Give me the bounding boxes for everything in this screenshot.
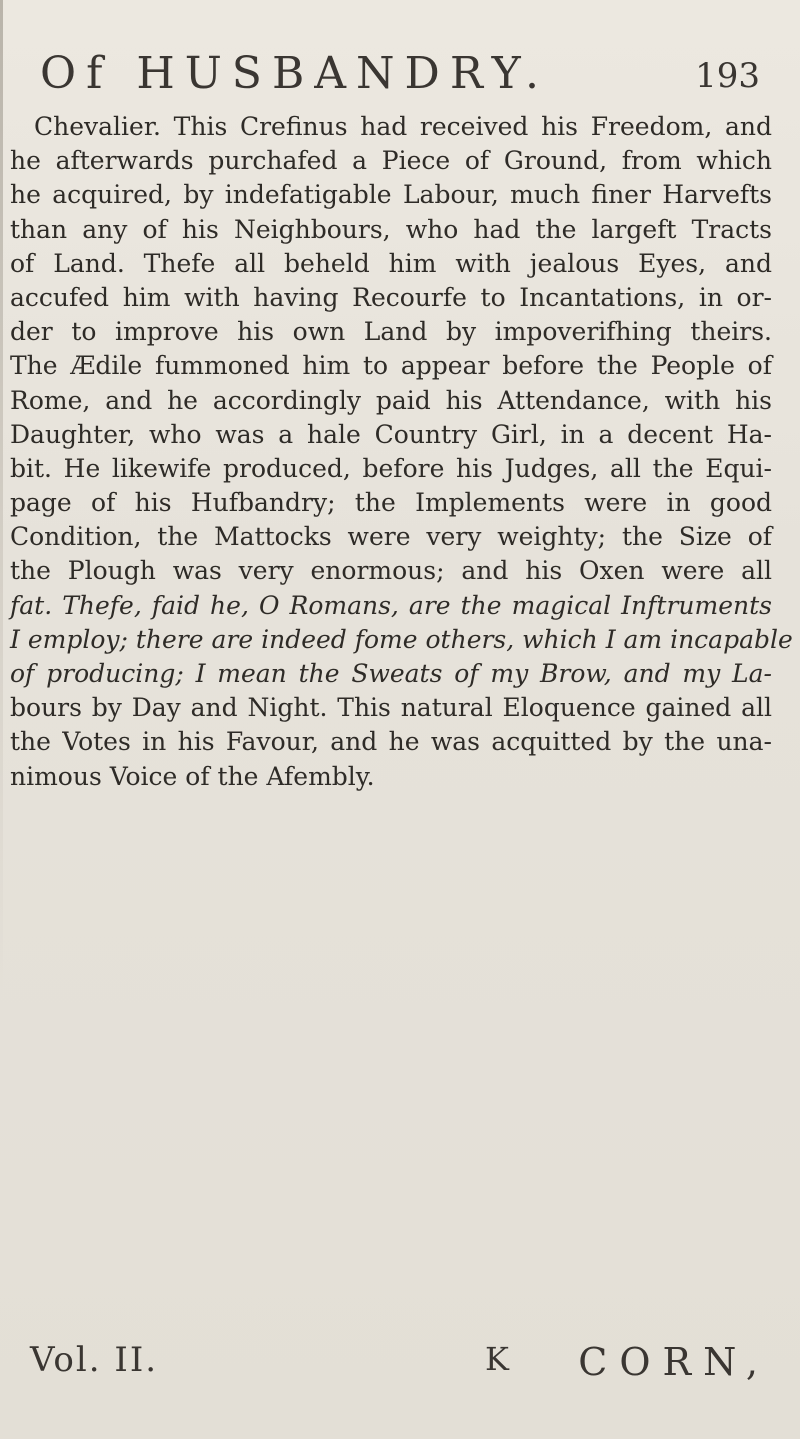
text-line: Chevalier. This Crefinus had received his Freedom, and — [34, 112, 772, 141]
text-line: bours by Day and Night. This natural Eloquence gained all — [10, 693, 772, 723]
text-line: of Land. Thefe all beheld him with jealous Eyes, and — [10, 248, 772, 278]
text-line: Rome, and he accordingly paid his Attendance, with his — [10, 385, 772, 415]
text-line: page of his Hufbandry; the Implements were in good — [10, 488, 772, 518]
running-head — [40, 48, 770, 104]
text-line: bit. He likewife produced, before his Judges, all the Equi- — [10, 453, 772, 483]
volume-label: Vol. II. — [30, 1340, 159, 1380]
signature-mark: K — [485, 1340, 509, 1378]
text-line: der to improve his own Land by impoverifhing theirs. — [10, 317, 772, 347]
running-head-title: Of HUSBANDRY. — [40, 48, 549, 99]
text-line: of producing; I mean the Sweats of my Brow, and my La- — [10, 659, 772, 688]
text-line: than any of his Neighbours, who had the largeft Tracts — [10, 214, 772, 244]
page-footer — [20, 1340, 770, 1400]
text-line: Daughter, who was a hale Country Girl, in a decent Ha- — [10, 419, 772, 449]
text-line: Condition, the Mattocks were very weighty; the Size of — [10, 522, 772, 552]
text-line: he afterwards purchafed a Piece of Ground, from which — [10, 146, 772, 176]
text-line: I employ; there are indeed fome others, which I am incapable — [10, 624, 793, 654]
catchword: CORN, — [578, 1340, 770, 1384]
text-line: fat. Thefe, faid he, O Romans, are the magical Inftruments — [10, 590, 772, 620]
text-line: The Ædile fummoned him to appear before the People of — [10, 351, 772, 381]
text-line: the Plough was very enormous; and his Oxen were all — [10, 556, 772, 586]
page-number: 193 — [695, 56, 760, 96]
text-line-last: nimous Voice of the Afembly. — [10, 761, 375, 791]
body-text — [0, 110, 800, 794]
text-line: he acquired, by indefatigable Labour, much finer Harvefts — [10, 180, 772, 210]
text-line: the Votes in his Favour, and he was acquitted by the una- — [10, 727, 772, 757]
text-line: accufed him with having Recourfe to Incantations, in or- — [10, 282, 772, 312]
